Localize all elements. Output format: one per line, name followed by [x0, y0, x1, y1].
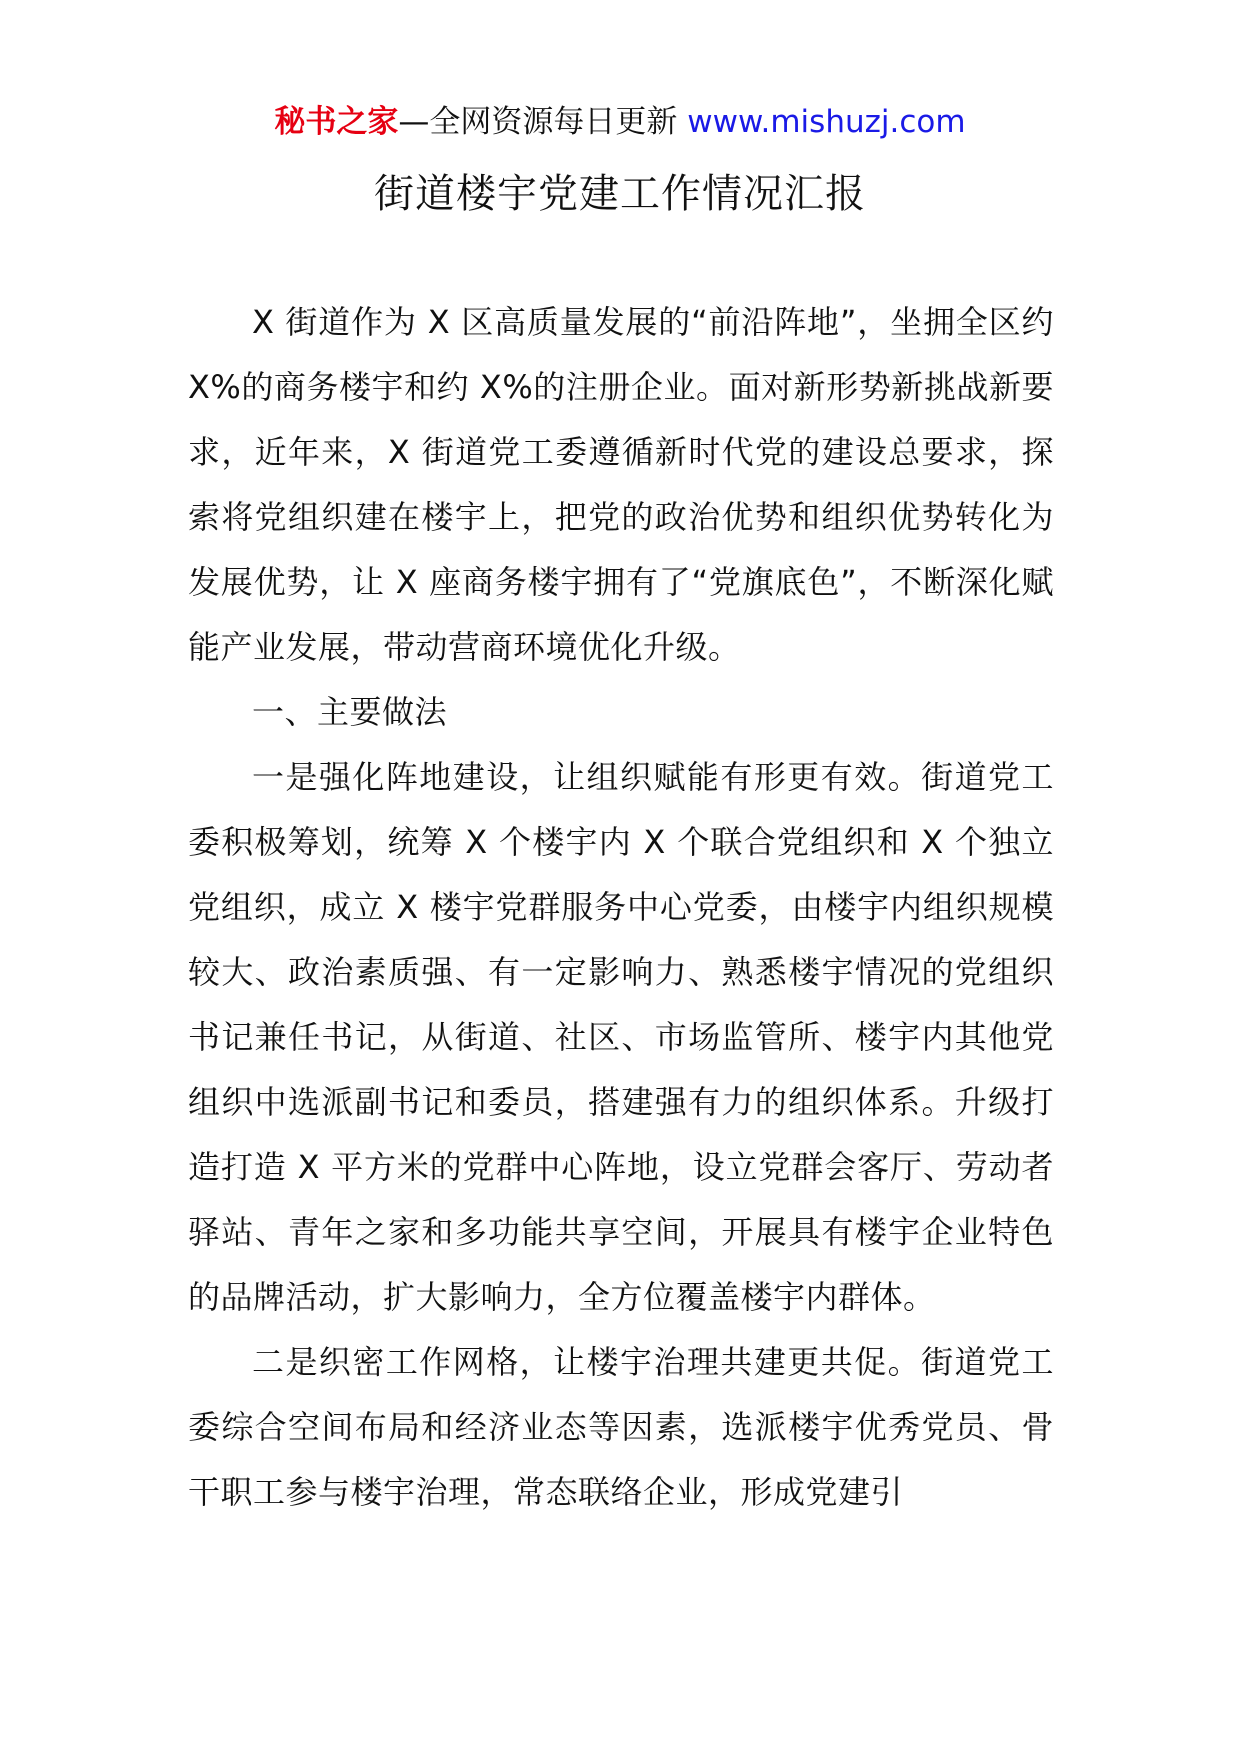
section-heading: 一、主要做法: [252, 693, 448, 731]
brand-name: 秘书之家: [274, 104, 399, 140]
body-paragraph: 一是强化阵地建设，让组织赋能有形更有效。街道党工委积极筹划，统筹 X 个楼宇内 X 个联合党组织和 X 个独立党组织，成立 X 楼宇党群服务中心党委，由楼宇内组织规模较大、政治素质强、有一定影响力、熟悉楼宇情况的党组织书记兼任书记，从街道、社区、市场监管所、楼宇内其他党组织中选派副书记和委员，搭建强有力的组织体系。升级打造打造 X 平方米的党群中心阵地，设立党群会客厅、劳动者驿站、青年之家和多功能共享空间，开展具有楼宇企业特色的品牌活动，扩大影响力，全方位覆盖楼宇内群体。: [188, 758, 1054, 1316]
document-title: 街道楼宇党建工作情况汇报: [374, 171, 866, 217]
document-body: [188, 290, 1054, 1525]
intro-paragraph: X 街道作为 X 区高质量发展的“前沿阵地”，坐拥全区约 X%的商务楼宇和约 X%的注册企业。面对新形势新挑战新要求，近年来，X 街道党工委遵循新时代党的建设总要求，探索将党组织建在楼宇上，把党的政治优势和组织优势转化为发展优势，让 X 座商务楼宇拥有了“党旗底色”，不断深化赋能产业发展，带动营商环境优化升级。: [188, 303, 1054, 666]
watermark-header: [0, 100, 1240, 144]
site-url-link[interactable]: www.mishuzj.com: [687, 104, 966, 140]
body-paragraph: 二是织密工作网格，让楼宇治理共建更共促。街道党工委综合空间布局和经济业态等因素，选派楼宇优秀党员、骨干职工参与楼宇治理，常态联络企业，形成党建引: [188, 1343, 1054, 1511]
header-tagline: —全网资源每日更新: [398, 104, 678, 140]
